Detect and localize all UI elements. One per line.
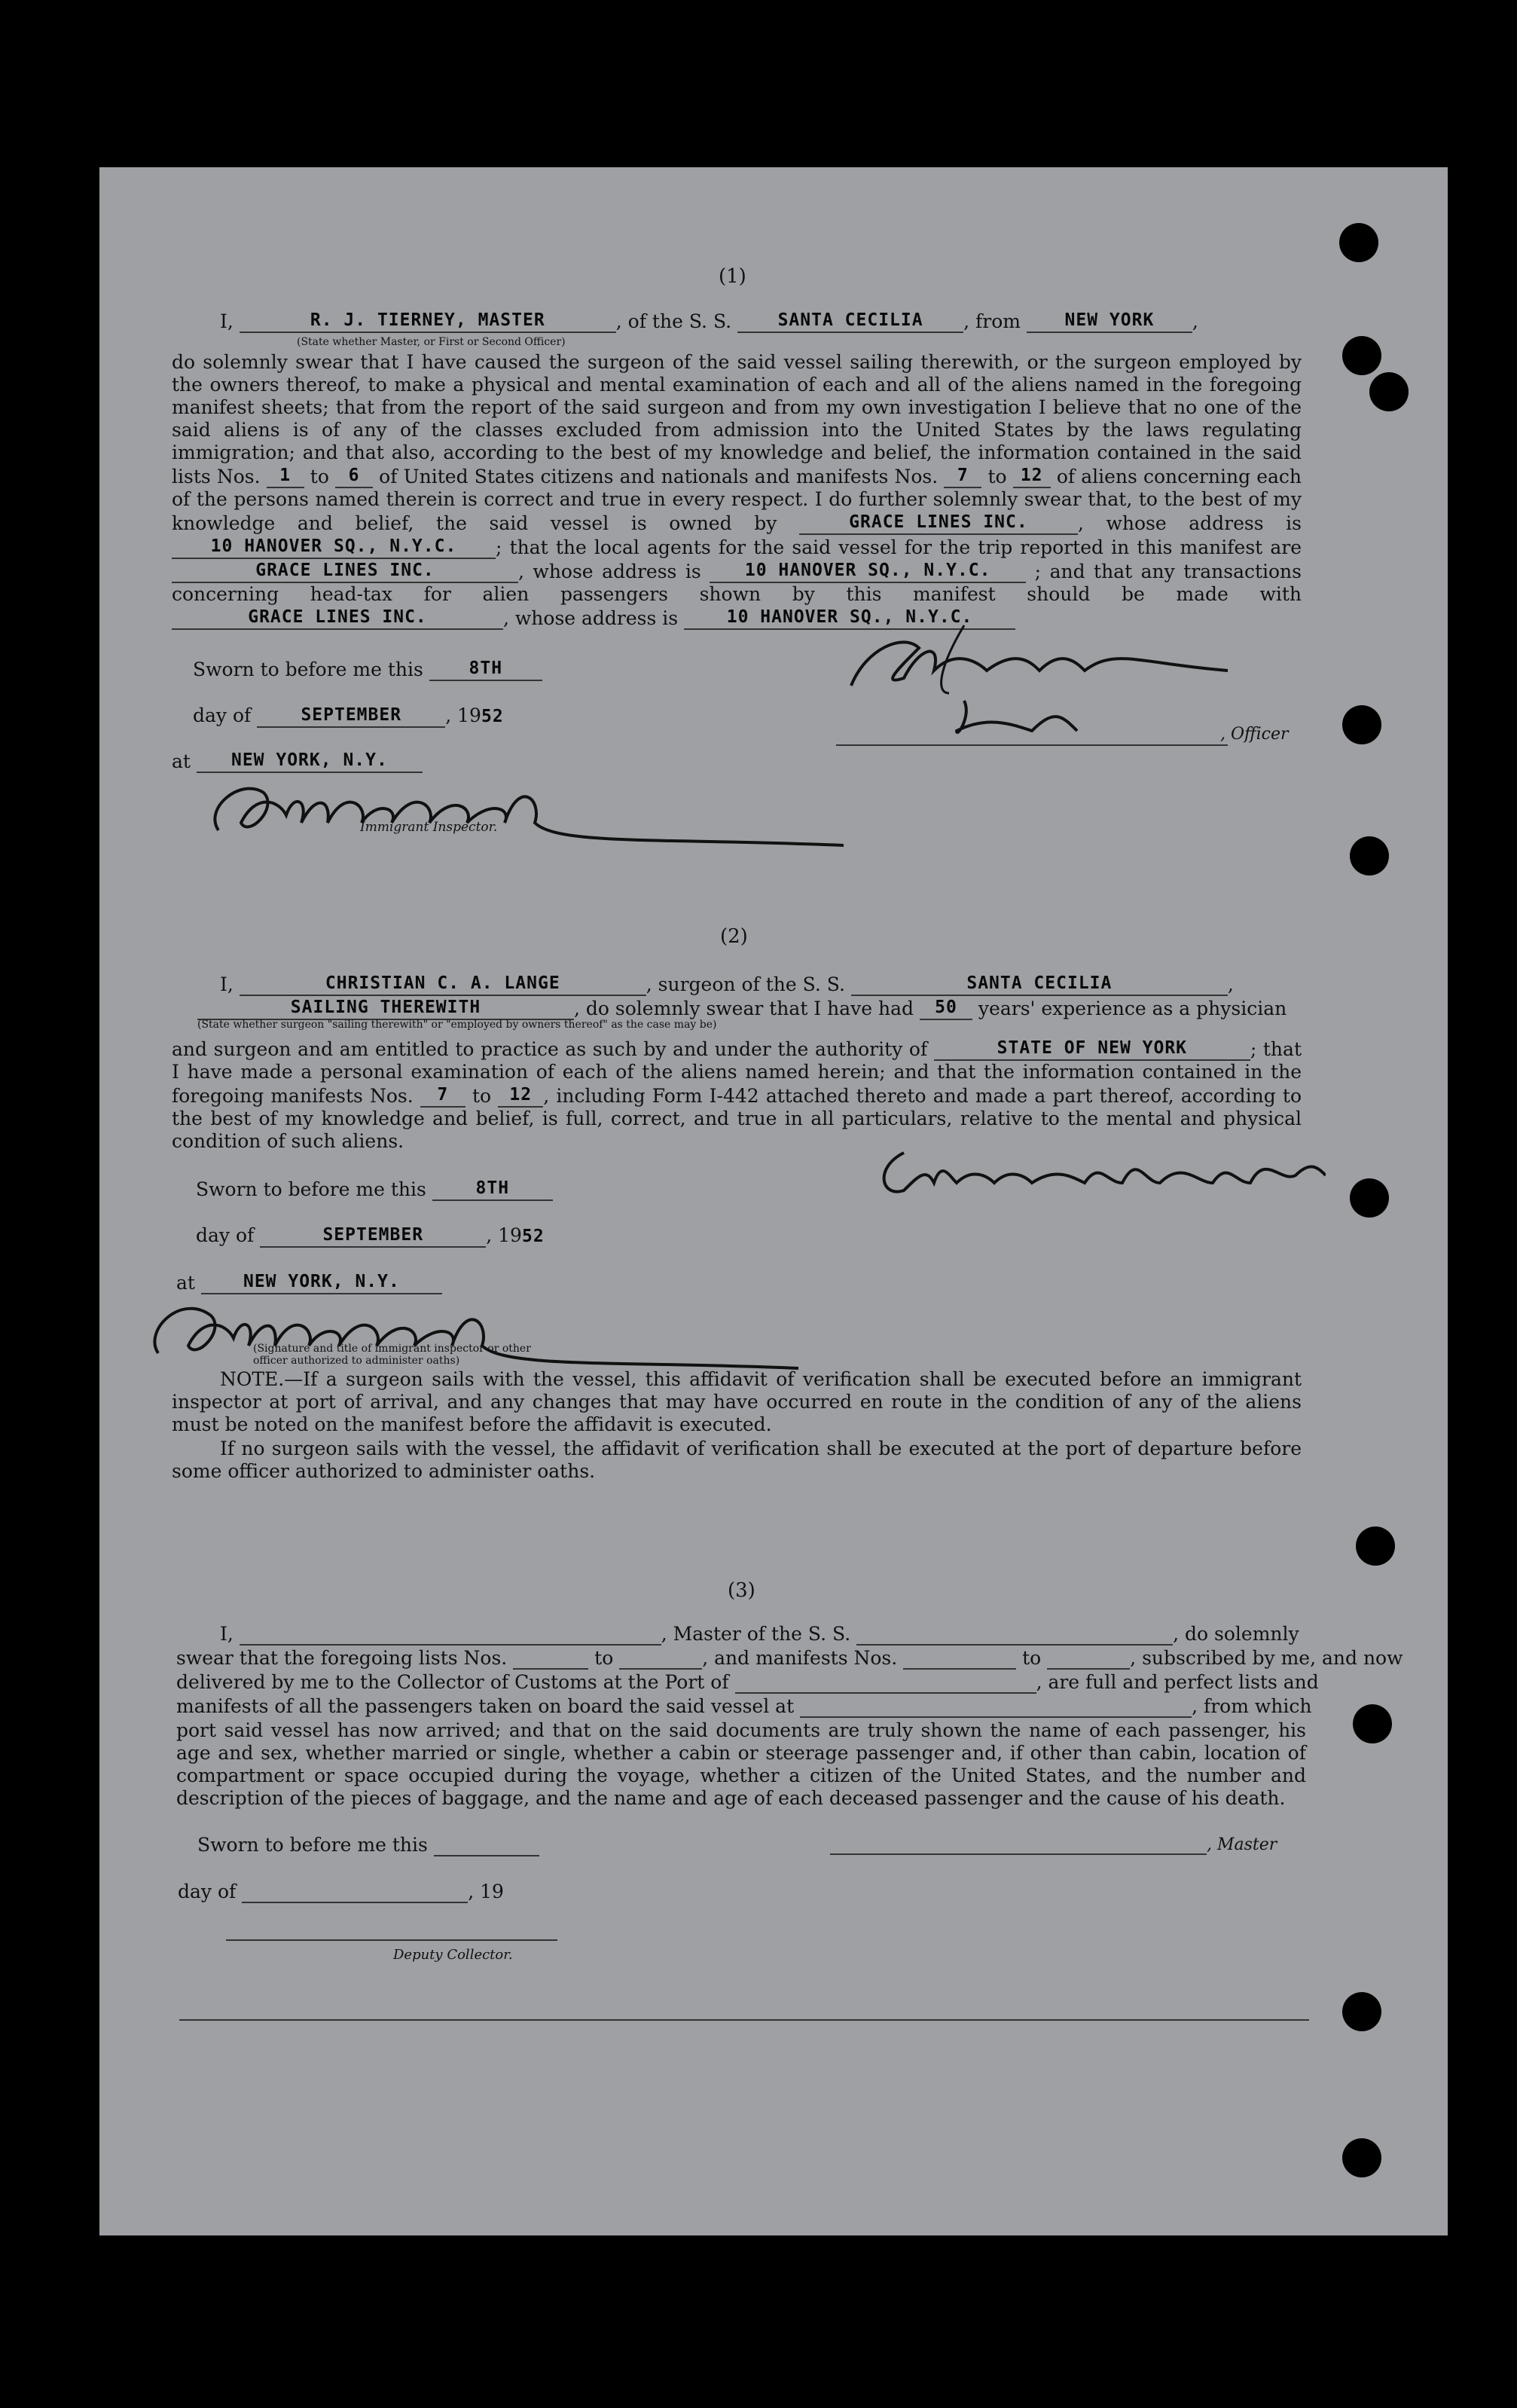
master-of-label: , Master of the S. S.: [661, 1623, 851, 1645]
inspector-signature-1: [196, 762, 844, 860]
whose-address-label: , whose address is: [1077, 512, 1302, 534]
years-text: years' experience as a physician: [978, 998, 1287, 1019]
note-text: —If a surgeon sails with the vessel, this affidavit of verification shall be executed before an immigrant inspector at port of arrival, and any changes that may have occurred en route in the condition of any of the aliens must be noted on the manifest before the affidavit is executed.: [172, 1368, 1302, 1435]
day-of-label: day of: [178, 1881, 237, 1902]
us-citizens-text: of United States citizens and nationals and manifests Nos.: [379, 466, 939, 487]
month-field: SEPTEMBER: [257, 704, 445, 728]
place-field: NEW YORK, N.Y.: [201, 1270, 442, 1294]
taxpayer-field: GRACE LINES INC.: [172, 606, 503, 630]
section-1-body: do solemnly swear that I have caused the surgeon of the said vessel sailing therewith, or the surgeon employed by the owners thereof, to make a physical and mental examination of each and all of the aliens named in the foregoing manifest sheets; that from the report of the said surgeon and from my own investigation I believe that no one of the said aliens is of any of the classes excluded from admission into the United States by the laws regulating immigration; and that also, according to the best of my knowledge and belief, the information contained in the said lists Nos. 1 to 6 of United States citizens and nationals and manifests Nos. 7 to 12 of aliens concerning each of the persons named therein is correct and true in every respect. I do further solemnly swear that, to the best of my knowledge and belief, the said vessel is owned by GRACE LINES INC. , whose address is 10 HANOVER SQ., N.Y.C. ; that the local agents for the said vessel for the trip reported in this manifest are GRACE LINES INC. , whose address is 10 HANOVER SQ., N.Y.C. ; and that any transactions concerning head-tax for alien passengers shown by this manifest should be made with GRACE LINES INC. , whose address is 10 HANOVER SQ., N.Y.C.: [172, 351, 1302, 629]
to-label: to: [310, 466, 329, 487]
year-field: 52: [521, 1227, 545, 1246]
to-label: to: [1022, 1647, 1042, 1669]
whose-address-label: whose address is: [533, 561, 701, 582]
collector-label: delivered by me to the Collector of Customs at the Port of: [176, 1671, 729, 1693]
master-caption: , Master: [1207, 1835, 1277, 1854]
note-label: NOTE.: [220, 1368, 285, 1390]
manifests-to-blank: [1047, 1649, 1130, 1670]
surgeon-signature: [874, 1138, 1326, 1221]
year-prefix: , 19: [486, 1224, 522, 1246]
officer-signature-line: [836, 744, 1228, 746]
year-prefix: , 19: [445, 704, 481, 726]
year-field: 52: [481, 707, 504, 726]
body-text: that I have made a personal examination of each of the aliens named herein; and that the information contained in the foregoing manifests Nos.: [172, 1038, 1302, 1107]
sailing-caption: (State whether surgeon "sailing therewith" or "employed by owners thereof" as the case may be): [197, 1019, 717, 1031]
sworn-line-3: [197, 1834, 539, 1856]
perfect-lists-label: , are full and perfect lists and: [1036, 1671, 1319, 1693]
bottom-rule: [179, 2019, 1309, 2021]
date-line-3: [178, 1881, 504, 1903]
swear-label: , do solemnly swear that I have had: [574, 998, 914, 1019]
day-of-label: day of: [196, 1224, 255, 1246]
master-name-blank: [240, 1624, 661, 1646]
solemnly-label: , do solemnly: [1173, 1623, 1299, 1645]
i-label: I,: [220, 310, 234, 332]
whose-address-label: , whose address is: [503, 607, 679, 629]
lists-to-blank: [619, 1649, 702, 1670]
punch-hole: [1350, 836, 1389, 875]
owner-address-field: 10 HANOVER SQ., N.Y.C.: [172, 535, 496, 559]
master-caption: (State whether Master, or First or Second Officer): [297, 336, 566, 348]
to-label: to: [472, 1085, 492, 1107]
sworn-label: Sworn to before me this: [196, 1178, 426, 1200]
note-1: [172, 1368, 1302, 1436]
punch-hole: [1342, 2138, 1381, 2177]
years-field: 50: [920, 996, 972, 1020]
sailing-field: SAILING THEREWITH: [197, 996, 574, 1020]
sworn-day-field: 8TH: [429, 657, 542, 681]
port-blank: [735, 1673, 1036, 1694]
section-3-line-4: [176, 1695, 1311, 1718]
sworn-label: Sworn to before me this: [197, 1834, 428, 1856]
section-3-line-2: [176, 1647, 1403, 1670]
punch-hole: [1356, 1526, 1395, 1566]
deputy-caption: Deputy Collector.: [393, 1947, 513, 1963]
officer-caption: , Officer: [1220, 725, 1289, 744]
taken-on-board-label: manifests of all the passengers taken on board the said vessel at: [176, 1695, 795, 1717]
section-2-body: and surgeon and am entitled to practice as such by and under the authority of STATE OF NEW YORK ; that I have made a personal examination of each of the aliens named herein; and that the information contained in the foregoing manifests Nos. 7 to 12 , including Form I-442 attached thereto and made a part thereof, according to the best of my knowledge and belief, is full, correct, and true in all particulars, relative to the mental and physical condition of such aliens.: [172, 1038, 1302, 1152]
lists-from-field: 1: [267, 464, 304, 488]
agents-field: GRACE LINES INC.: [172, 559, 518, 583]
of-ss-label: , of the S. S.: [615, 310, 732, 332]
body-text-2: of aliens concerning each of the persons named therein is correct and true in every respect. I do further solemnly swear that, to the best of my knowledge and belief, the said vessel is owned by: [172, 466, 1302, 534]
passengers-text: passengers shown by this manifest should be made with: [560, 583, 1302, 605]
lists-to-field: 6: [335, 464, 373, 488]
punch-hole: [1353, 1704, 1392, 1743]
signature-caption: (Signature and title of immigrant inspector or other officer authorized to administer oaths): [253, 1343, 531, 1367]
body-text-2: , including Form I-442 attached thereto and made a part thereof, according to the best of my knowledge and belief, is full, correct, and true in all particulars, relative to the mental and physical condition of such aliens.: [172, 1085, 1302, 1152]
i-label: I,: [220, 1623, 234, 1645]
date-line-1: [193, 704, 504, 728]
vessel-field: SANTA CECILIA: [851, 972, 1228, 996]
punch-hole: [1342, 1992, 1381, 2031]
subscribed-label: , subscribed by me, and now: [1130, 1647, 1403, 1669]
body-text: do solemnly swear that I have caused the surgeon of the said vessel sailing therewith, or the surgeon employed by the owners thereof, to make a physical and mental examination of each and all of the aliens named in the foregoing manifest sheets; that from the report of the said surgeon and from my own investigation I believe that no one of the said aliens is of any of the classes excluded from admission into the United States by the laws regulating immigration; and that also, according to the best of my knowledge and belief, the information contained in the said lists Nos.: [172, 351, 1302, 487]
section-3-line-3: [176, 1671, 1319, 1694]
place-field: NEW YORK, N.Y.: [197, 749, 423, 773]
sworn-day-blank: [434, 1835, 539, 1856]
note-2: [172, 1438, 1302, 1483]
i-label: I,: [220, 973, 234, 995]
punch-hole: [1350, 1178, 1389, 1218]
month-field: SEPTEMBER: [260, 1224, 486, 1248]
vessel-field: SANTA CECILIA: [737, 309, 963, 333]
section-1-line-1: I, R. J. TIERNEY, MASTER , of the S. S. SANTA CECILIA , from NEW YORK ,: [220, 310, 1198, 332]
sworn-line-1: [193, 657, 542, 681]
authority-field: STATE OF NEW YORK: [934, 1037, 1250, 1061]
owner-field: GRACE LINES INC.: [799, 511, 1078, 535]
punch-hole: [1369, 372, 1409, 411]
manifests-from-field: 7: [944, 464, 981, 488]
sworn-line-2: [196, 1177, 553, 1201]
month-blank: [242, 1882, 468, 1903]
local-agents-text: that the local agents for the said vessel for the trip reported in this manifest are: [509, 536, 1302, 558]
from-label: , from: [963, 310, 1021, 332]
manifests-label: , and manifests Nos.: [702, 1647, 898, 1669]
inspector-caption: Immigrant Inspector.: [360, 820, 498, 835]
to-label: to: [987, 466, 1007, 487]
master-name-field: R. J. TIERNEY, MASTER: [240, 309, 616, 333]
at-label: at: [176, 1272, 195, 1294]
lists-label: swear that the foregoing lists Nos.: [176, 1647, 508, 1669]
deputy-signature-line: [226, 1939, 557, 1941]
agents-address-field: 10 HANOVER SQ., N.Y.C.: [710, 559, 1026, 583]
manifests-to-field: 12: [1013, 464, 1051, 488]
from-which-label: , from which: [1192, 1695, 1312, 1717]
section-3-line-1: [220, 1623, 1299, 1646]
at-label: at: [172, 750, 191, 772]
punch-hole: [1342, 336, 1381, 375]
day-of-label: day of: [193, 704, 252, 726]
vessel-blank: [856, 1624, 1173, 1646]
section-1-number: (1): [719, 265, 746, 288]
lists-from-blank: [513, 1649, 588, 1670]
section-2-line-1: I, CHRISTIAN C. A. LANGE , surgeon of the S. S. SANTA CECILIA ,: [220, 973, 1234, 995]
section-2-number: (2): [720, 925, 748, 948]
taxpayer-address-field: 10 HANOVER SQ., N.Y.C.: [684, 606, 1015, 630]
surgeon-name-field: CHRISTIAN C. A. LANGE: [240, 972, 646, 996]
surgeon-of-label: , surgeon of the S. S.: [646, 973, 845, 995]
section-3-number: (3): [728, 1579, 755, 1602]
to-label: to: [594, 1647, 614, 1669]
port-at-blank: [800, 1697, 1192, 1718]
note-text-2: If no surgeon sails with the vessel, the affidavit of verification shall be executed at the port of departure before some officer authorized to administer oaths.: [172, 1438, 1302, 1482]
manifests-from-blank: [903, 1649, 1016, 1670]
punch-hole: [1342, 705, 1381, 744]
section-3-body: [176, 1719, 1306, 1810]
manifests-to-field: 12: [498, 1083, 543, 1108]
section-2-line-2: [197, 996, 1287, 1020]
head-tax-text: ; and that any transactions concerning head-tax for alien: [172, 561, 1302, 605]
sworn-label: Sworn to before me this: [193, 659, 423, 680]
body-text: port said vessel has now arrived; and that on the said documents are truly shown the name of each passenger, his age and sex, whether married or single, whether a cabin or steerage passenger and, if other than cabin, location of compartment or space occupied during the voyage, whether a citizen of the United States, and the number and description of the pieces of baggage, and the name and age of each deceased passenger and the cause of his death.: [176, 1719, 1306, 1809]
master-signature-line: [830, 1853, 1207, 1855]
practice-text: and surgeon and am entitled to practice as such by and under the authority of: [172, 1038, 928, 1060]
year-prefix: , 19: [468, 1881, 504, 1902]
punch-hole: [1339, 223, 1378, 262]
officer-signature: [836, 603, 1228, 746]
from-port-field: NEW YORK: [1027, 309, 1192, 333]
manifests-from-field: 7: [420, 1083, 465, 1108]
sworn-day-field: 8TH: [432, 1177, 553, 1201]
date-line-2: [196, 1224, 545, 1248]
